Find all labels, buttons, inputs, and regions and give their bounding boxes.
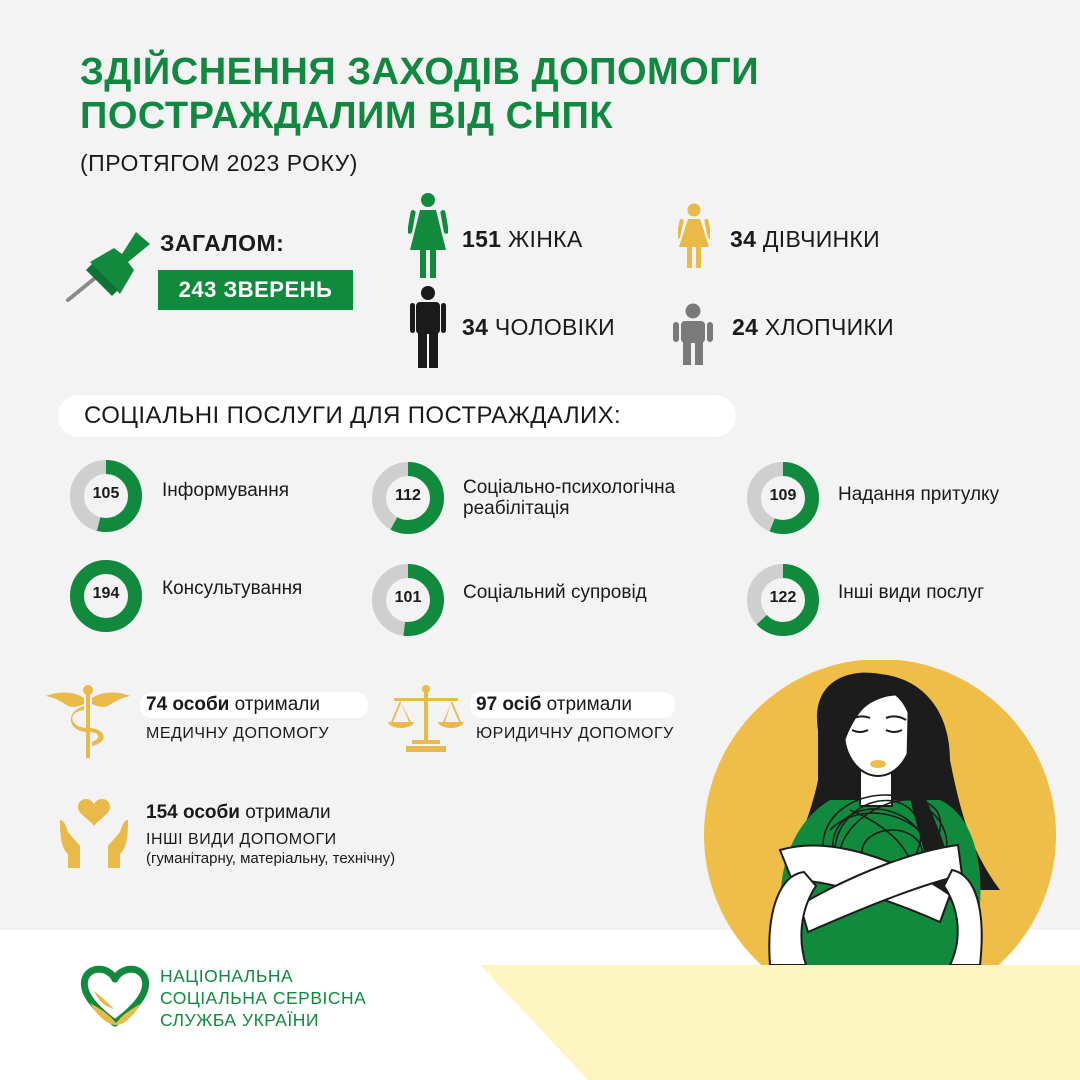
aid-other-count: 154 особи отримали [146,802,331,823]
caduceus-icon [46,684,130,760]
aid-medical-type: МЕДИЧНУ ДОПОМОГУ [146,725,329,742]
boy-icon [672,303,714,365]
service-item [68,458,144,539]
girl-icon [678,203,710,269]
service-label: Соціальний супровід [463,582,647,603]
page-subtitle: (ПРОТЯГОМ 2023 РОКУ) [80,150,358,176]
aid-other-details: (гуманітарну, матеріальну, технічну) [146,850,396,867]
donut-value: 101 [394,589,422,606]
woman-icon [408,192,448,280]
total-value: 243 ЗВЕРЕНЬ [158,270,353,310]
girls-count: 34 ДІВЧИНКИ [730,226,880,252]
service-item [370,562,446,643]
aid-medical-count: 74 особи отримали [146,694,321,715]
men-count: 34 ЧОЛОВІКИ [462,314,615,340]
scales-icon [388,684,464,754]
donut-value: 109 [769,487,797,504]
woman-illustration [700,660,1060,965]
nssu-logo-icon [80,963,150,1027]
service-item [745,562,821,643]
total-label: ЗАГАЛОМ: [160,230,285,256]
page-title: ЗДІЙСНЕННЯ ЗАХОДІВ ДОПОМОГИ ПОСТРАЖДАЛИМ ВІД СНПК [80,51,760,137]
service-label: Соціально-психологічна реабілітація [463,477,676,519]
pushpin-icon [62,228,154,306]
service-label: Інформування [162,480,290,501]
service-label: Надання притулку [838,484,1000,505]
donut-value: 194 [92,585,120,602]
organization-name: НАЦІОНАЛЬНА СОЦІАЛЬНА СЕРВІСНА СЛУЖБА УКРАЇНИ [160,966,367,1030]
donut-value: 112 [395,487,421,504]
donut-value: 105 [92,485,120,502]
aid-legal-count: 97 осіб отримали [476,694,633,715]
service-label: Консультування [162,578,303,599]
man-icon [410,286,446,368]
women-count: 151 ЖІНКА [462,226,583,252]
boys-count: 24 ХЛОПЧИКИ [732,314,894,340]
service-item [68,558,144,639]
service-item [370,460,446,541]
aid-legal-type: ЮРИДИЧНУ ДОПОМОГУ [476,725,674,742]
section-title: СОЦІАЛЬНІ ПОСЛУГИ ДЛЯ ПОСТРАЖДАЛИХ: [84,402,622,429]
service-label: Інші види послуг [838,582,985,603]
donut-value: 122 [769,589,797,606]
aid-other-type: ІНШІ ВИДИ ДОПОМОГИ [146,831,337,848]
service-item [745,460,821,541]
heart-hands-icon [58,798,130,870]
